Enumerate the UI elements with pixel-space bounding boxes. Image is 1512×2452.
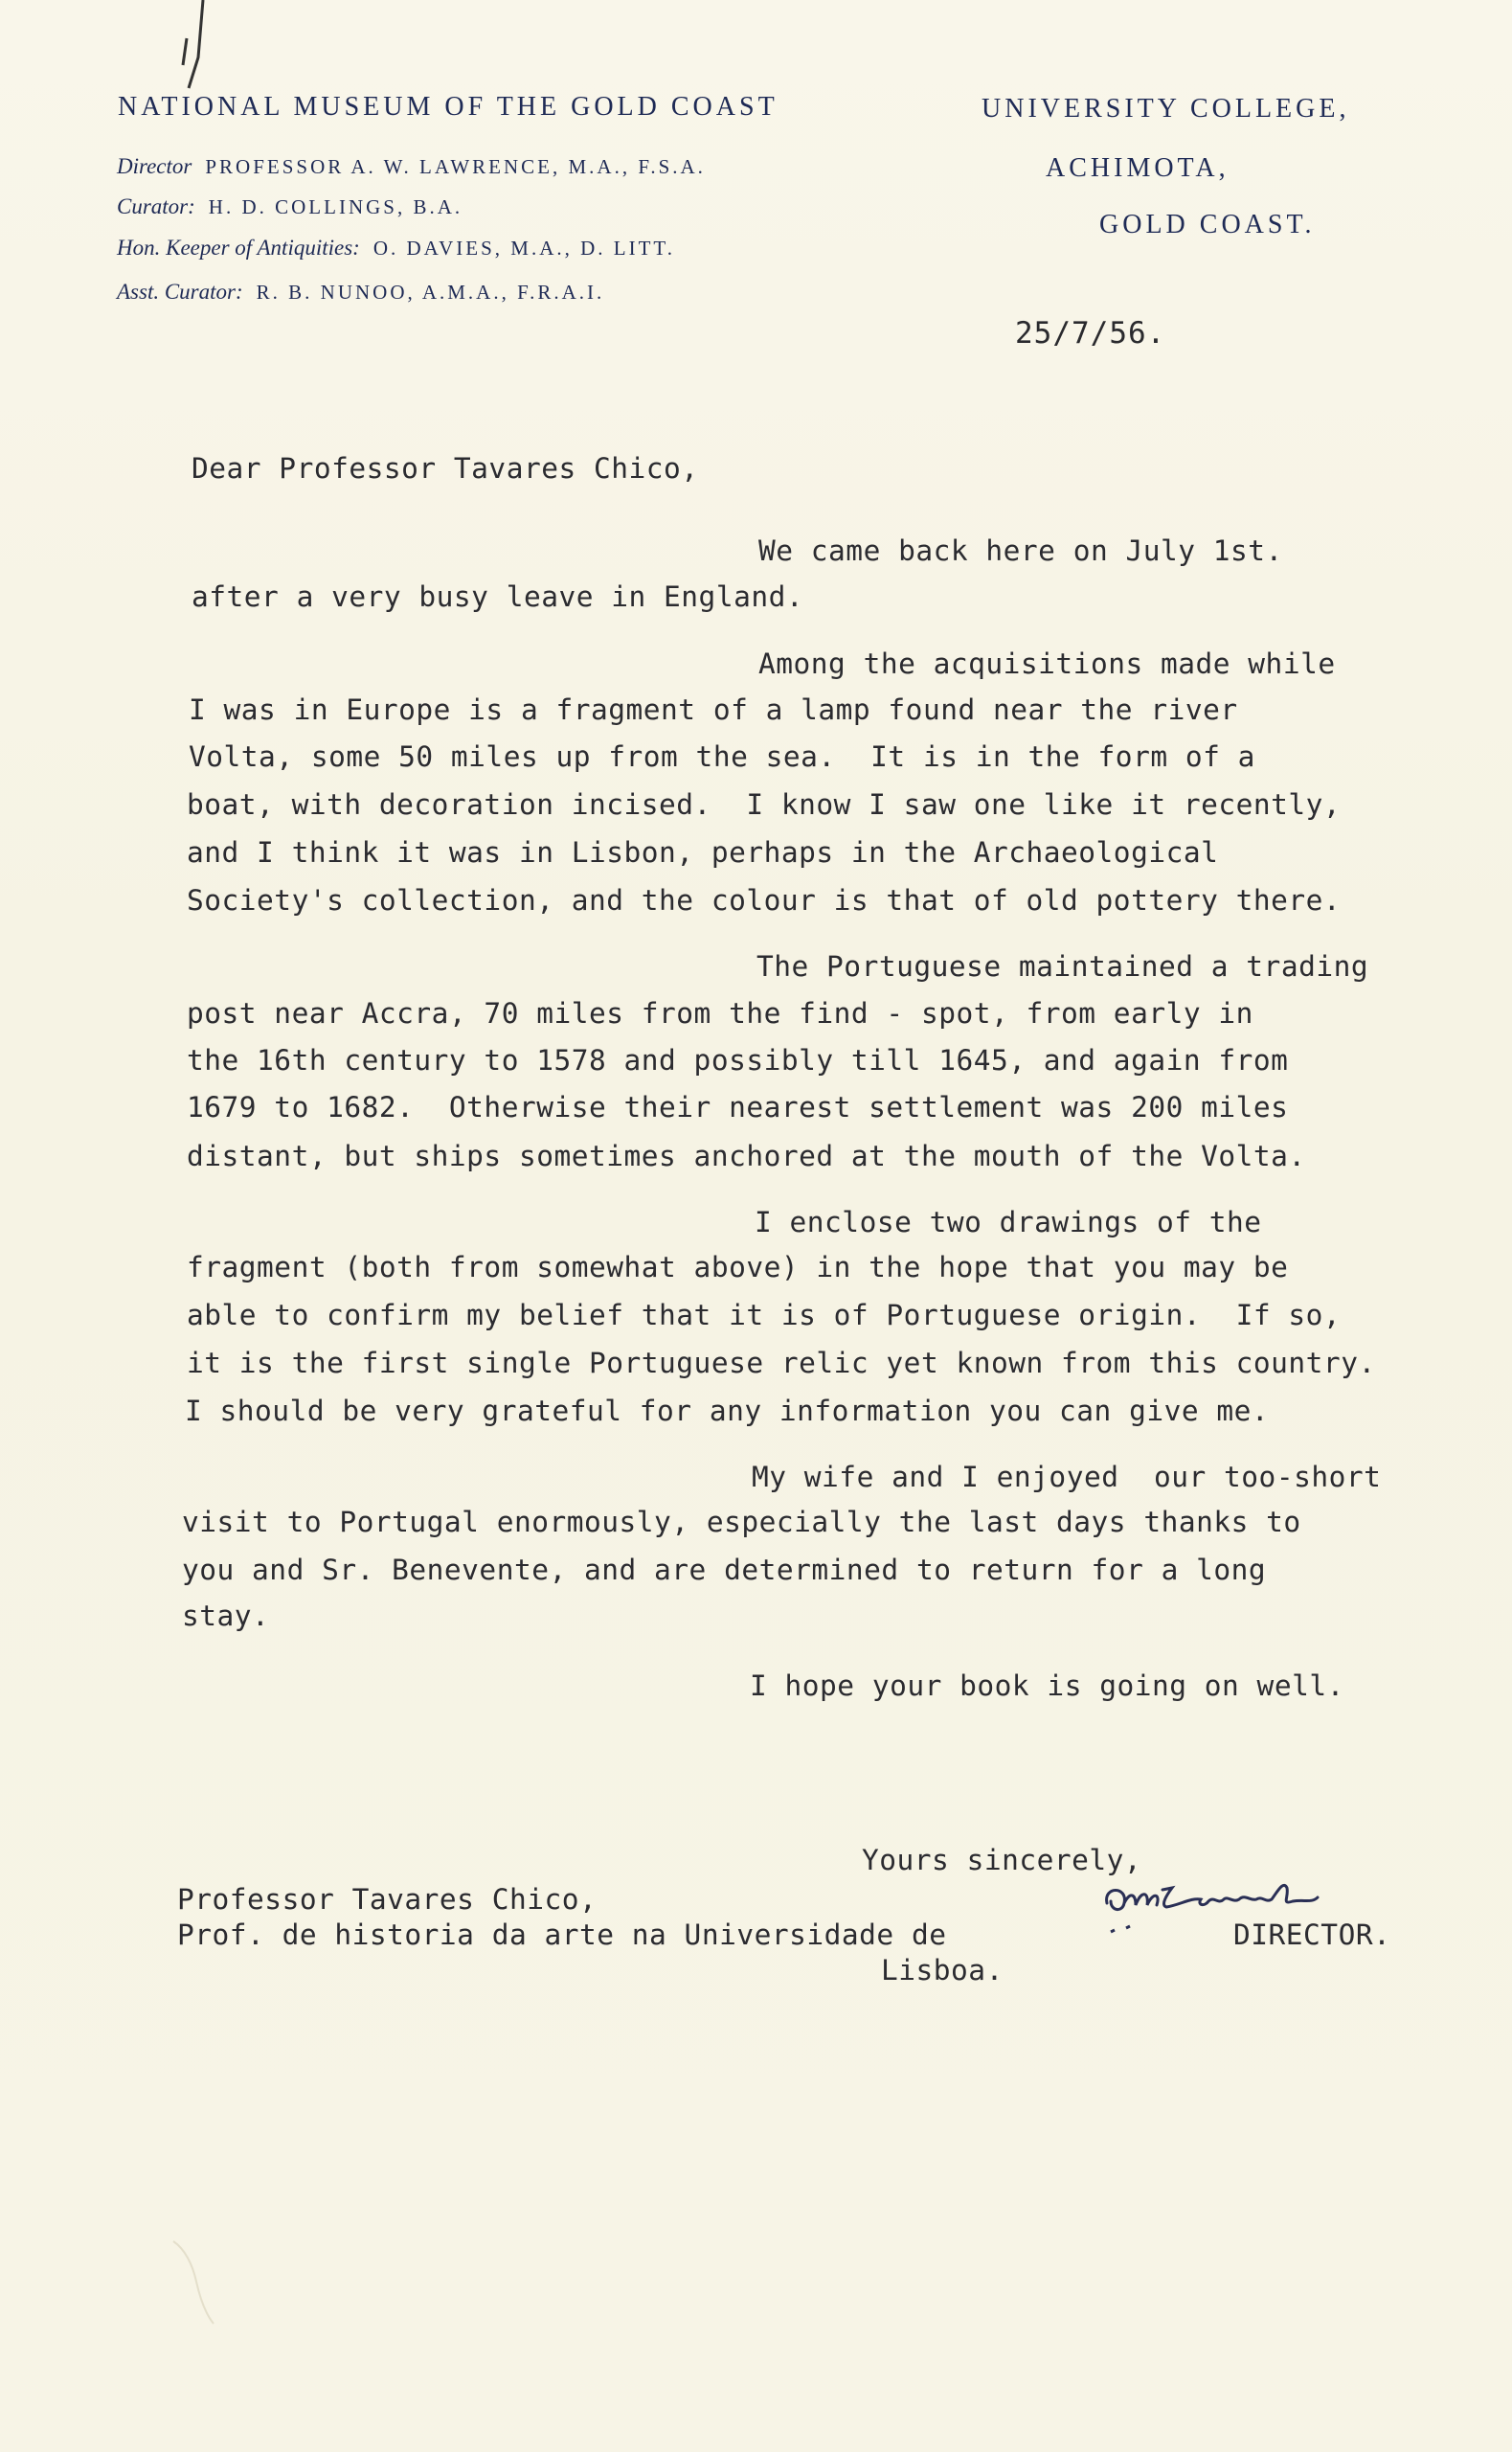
- staff-role: Curator:: [117, 194, 195, 218]
- paper-stain: [168, 2232, 225, 2327]
- staff-role: Hon. Keeper of Antiquities:: [117, 236, 360, 260]
- museum-name: NATIONAL MUSEUM OF THE GOLD COAST: [118, 92, 779, 122]
- staff-name: H. D. COLLINGS, B.A.: [208, 195, 463, 218]
- body-line: Society's collection, and the colour is that of old pottery there.: [187, 884, 1342, 917]
- recipient-line: Prof. de historia da arte na Universidade de: [177, 1918, 947, 1951]
- body-line: it is the first single Portuguese relic yet known from this country.: [187, 1347, 1376, 1379]
- body-line: distant, but ships sometimes anchored at the mouth of the Volta.: [187, 1140, 1306, 1172]
- staff-role: Director: [117, 154, 192, 178]
- body-line: boat, with decoration incised. I know I saw one like it recently,: [187, 788, 1342, 821]
- recipient-line: Lisboa.: [881, 1954, 1004, 1987]
- body-line: you and Sr. Benevente, and are determined to return for a long: [182, 1554, 1267, 1586]
- staff-name: O. DAVIES, M.A., D. LITT.: [372, 237, 675, 260]
- staff-role: Asst. Curator:: [117, 280, 243, 304]
- body-line: Volta, some 50 miles up from the sea. It is in the form of a: [189, 740, 1255, 773]
- handwritten-mark: [177, 0, 244, 96]
- body-line: the 16th century to 1578 and possibly till 1645, and again from: [187, 1044, 1289, 1077]
- staff-asst-curator: [117, 280, 604, 305]
- staff-keeper: [117, 236, 675, 261]
- body-line: I hope your book is going on well.: [750, 1669, 1344, 1702]
- body-line: Among the acquisitions made while: [758, 647, 1336, 680]
- closing: Yours sincerely,: [862, 1844, 1142, 1876]
- recipient-line: Professor Tavares Chico,: [177, 1883, 598, 1916]
- body-line: and I think it was in Lisbon, perhaps in the Archaeological: [187, 836, 1219, 869]
- staff-name: PROFESSOR A. W. LAWRENCE, M.A., F.S.A.: [205, 155, 706, 178]
- body-line: I should be very grateful for any information you can give me.: [185, 1395, 1270, 1427]
- body-line: I was in Europe is a fragment of a lamp found near the river: [189, 693, 1238, 726]
- body-line: visit to Portugal enormously, especially the last days thanks to: [182, 1506, 1301, 1538]
- body-line: I enclose two drawings of the: [755, 1206, 1262, 1238]
- body-line: The Portuguese maintained a trading: [756, 950, 1369, 983]
- address-line: ACHIMOTA,: [1046, 153, 1230, 183]
- staff-curator: [117, 194, 463, 219]
- staff-director: [117, 154, 706, 179]
- letter-date: 25/7/56.: [1015, 316, 1166, 351]
- address-line: UNIVERSITY COLLEGE,: [982, 94, 1350, 124]
- salutation: Dear Professor Tavares Chico,: [192, 452, 699, 485]
- body-line: 1679 to 1682. Otherwise their nearest settlement was 200 miles: [187, 1091, 1289, 1124]
- address-line: GOLD COAST.: [1099, 210, 1316, 239]
- signature-title: DIRECTOR.: [1233, 1918, 1391, 1951]
- body-line: post near Accra, 70 miles from the find - spot, from early in: [187, 997, 1253, 1030]
- body-line: stay.: [182, 1600, 270, 1632]
- body-line: after a very busy leave in England.: [192, 580, 804, 613]
- body-line: My wife and I enjoyed our too-short: [752, 1461, 1382, 1493]
- body-line: We came back here on July 1st.: [758, 534, 1283, 567]
- staff-name: R. B. NUNOO, A.M.A., F.R.A.I.: [256, 281, 605, 304]
- body-line: fragment (both from somewhat above) in the hope that you may be: [187, 1251, 1289, 1283]
- body-line: able to confirm my belief that it is of Portuguese origin. If so,: [187, 1299, 1342, 1331]
